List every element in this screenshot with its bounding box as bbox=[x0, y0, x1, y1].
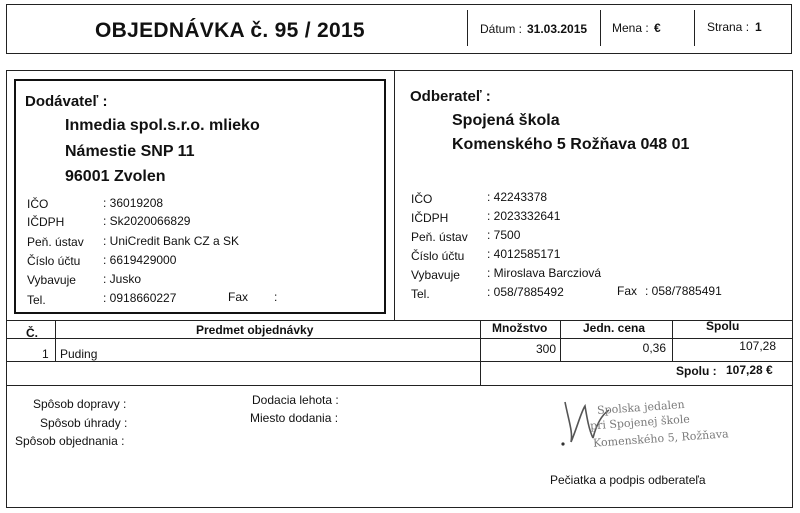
delivery-place-label: Miesto dodania : bbox=[250, 411, 339, 425]
supplier-bank-label: Peň. ústav bbox=[27, 235, 84, 249]
currency-label: Mena : bbox=[612, 21, 649, 35]
header-divider-1 bbox=[467, 10, 468, 46]
supplier-ico-value: : 36019208 bbox=[103, 196, 164, 210]
date-value: 31.03.2015 bbox=[527, 22, 588, 36]
customer-account-label: Číslo účtu bbox=[411, 249, 465, 263]
customer-icdph-value: : 2023332641 bbox=[487, 209, 561, 223]
supplier-account-value: : 6619429000 bbox=[103, 253, 177, 267]
col-divider-qty bbox=[560, 320, 561, 361]
document-title: OBJEDNÁVKA č. 95 / 2015 bbox=[95, 19, 365, 42]
customer-bank-label: Peň. ústav bbox=[411, 230, 468, 244]
row-total: 107,28 bbox=[739, 339, 776, 353]
supplier-account-label: Číslo účtu bbox=[27, 254, 81, 268]
customer-contact-value: : Miroslava Barcziová bbox=[487, 266, 602, 280]
currency-value: € bbox=[654, 21, 661, 35]
supplier-phone-value: : 0918660227 bbox=[103, 291, 177, 305]
customer-address: Komenského 5 Rožňava 048 01 bbox=[452, 136, 690, 153]
signature-caption: Pečiatka a podpis odberateľa bbox=[550, 473, 706, 487]
table-row-line bbox=[6, 361, 793, 362]
customer-phone-label: Tel. bbox=[411, 287, 430, 301]
customer-bank-value: : 7500 bbox=[487, 228, 521, 242]
supplier-heading: Dodávateľ : bbox=[25, 93, 108, 110]
ordering-label: Spôsob objednania : bbox=[15, 434, 125, 448]
supplier-city: 96001 Zvolen bbox=[65, 168, 166, 185]
page-value: 1 bbox=[755, 20, 762, 34]
customer-contact-label: Vybavuje bbox=[411, 268, 460, 282]
row-item: Puding bbox=[60, 347, 98, 361]
customer-heading: Odberateľ : bbox=[410, 88, 491, 105]
supplier-bank-value: : UniCredit Bank CZ a SK bbox=[103, 234, 240, 248]
col-header-price: Jedn. cena bbox=[583, 321, 646, 335]
col-header-qty: Množstvo bbox=[492, 321, 548, 335]
stamp-line-1: Spolska jedalen bbox=[596, 397, 686, 418]
supplier-phone-label: Tel. bbox=[27, 293, 46, 307]
party-divider bbox=[394, 70, 395, 320]
row-no: 1 bbox=[42, 347, 49, 361]
customer-fax-label: Fax bbox=[617, 284, 638, 298]
supplier-contact-value: : Jusko bbox=[103, 272, 142, 286]
customer-phone-value: : 058/7885492 bbox=[487, 285, 564, 299]
customer-fax-value: : 058/7885491 bbox=[645, 284, 722, 298]
date-label: Dátum : bbox=[480, 22, 523, 36]
table-top-line bbox=[6, 320, 793, 321]
col-header-total: Spolu bbox=[706, 319, 740, 333]
stamp-line-3: Komenského 5, Rožňava bbox=[592, 427, 729, 450]
col-divider-item bbox=[480, 320, 481, 385]
row-price: 0,36 bbox=[642, 341, 666, 355]
supplier-icdph-value: : Sk2020066829 bbox=[103, 214, 191, 228]
header-divider-2 bbox=[600, 10, 601, 46]
col-divider-price bbox=[672, 320, 673, 361]
table-header-line bbox=[6, 338, 793, 339]
page-label: Strana : bbox=[707, 20, 750, 34]
transport-label: Spôsob dopravy : bbox=[33, 397, 127, 411]
col-header-item: Predmet objednávky bbox=[196, 323, 314, 337]
customer-ico-label: IČO bbox=[411, 192, 433, 206]
supplier-ico-label: IČO bbox=[27, 197, 49, 211]
col-divider-no bbox=[55, 320, 56, 361]
supplier-icdph-label: IČDPH bbox=[27, 215, 65, 229]
customer-account-value: : 4012585171 bbox=[487, 247, 561, 261]
supplier-street: Námestie SNP 11 bbox=[65, 143, 195, 160]
sum-label: Spolu : bbox=[676, 364, 717, 378]
supplier-name: Inmedia spol.s.r.o. mlieko bbox=[65, 117, 260, 134]
row-qty: 300 bbox=[535, 342, 556, 356]
header-divider-3 bbox=[694, 10, 695, 46]
customer-icdph-label: IČDPH bbox=[411, 211, 449, 225]
payment-label: Spôsob úhrady : bbox=[40, 416, 128, 430]
col-header-no: Č. bbox=[26, 326, 38, 340]
stamp-line-2: pri Spojenej škole bbox=[589, 412, 691, 433]
delivery-term-label: Dodacia lehota : bbox=[252, 393, 339, 407]
customer-name: Spojená škola bbox=[452, 112, 560, 129]
table-sum-line bbox=[6, 385, 793, 386]
customer-ico-value: : 42243378 bbox=[487, 190, 548, 204]
supplier-contact-label: Vybavuje bbox=[27, 273, 76, 287]
supplier-fax-label: Fax bbox=[228, 290, 249, 304]
sum-value: 107,28 € bbox=[726, 363, 773, 377]
supplier-fax-value: : bbox=[274, 290, 278, 304]
